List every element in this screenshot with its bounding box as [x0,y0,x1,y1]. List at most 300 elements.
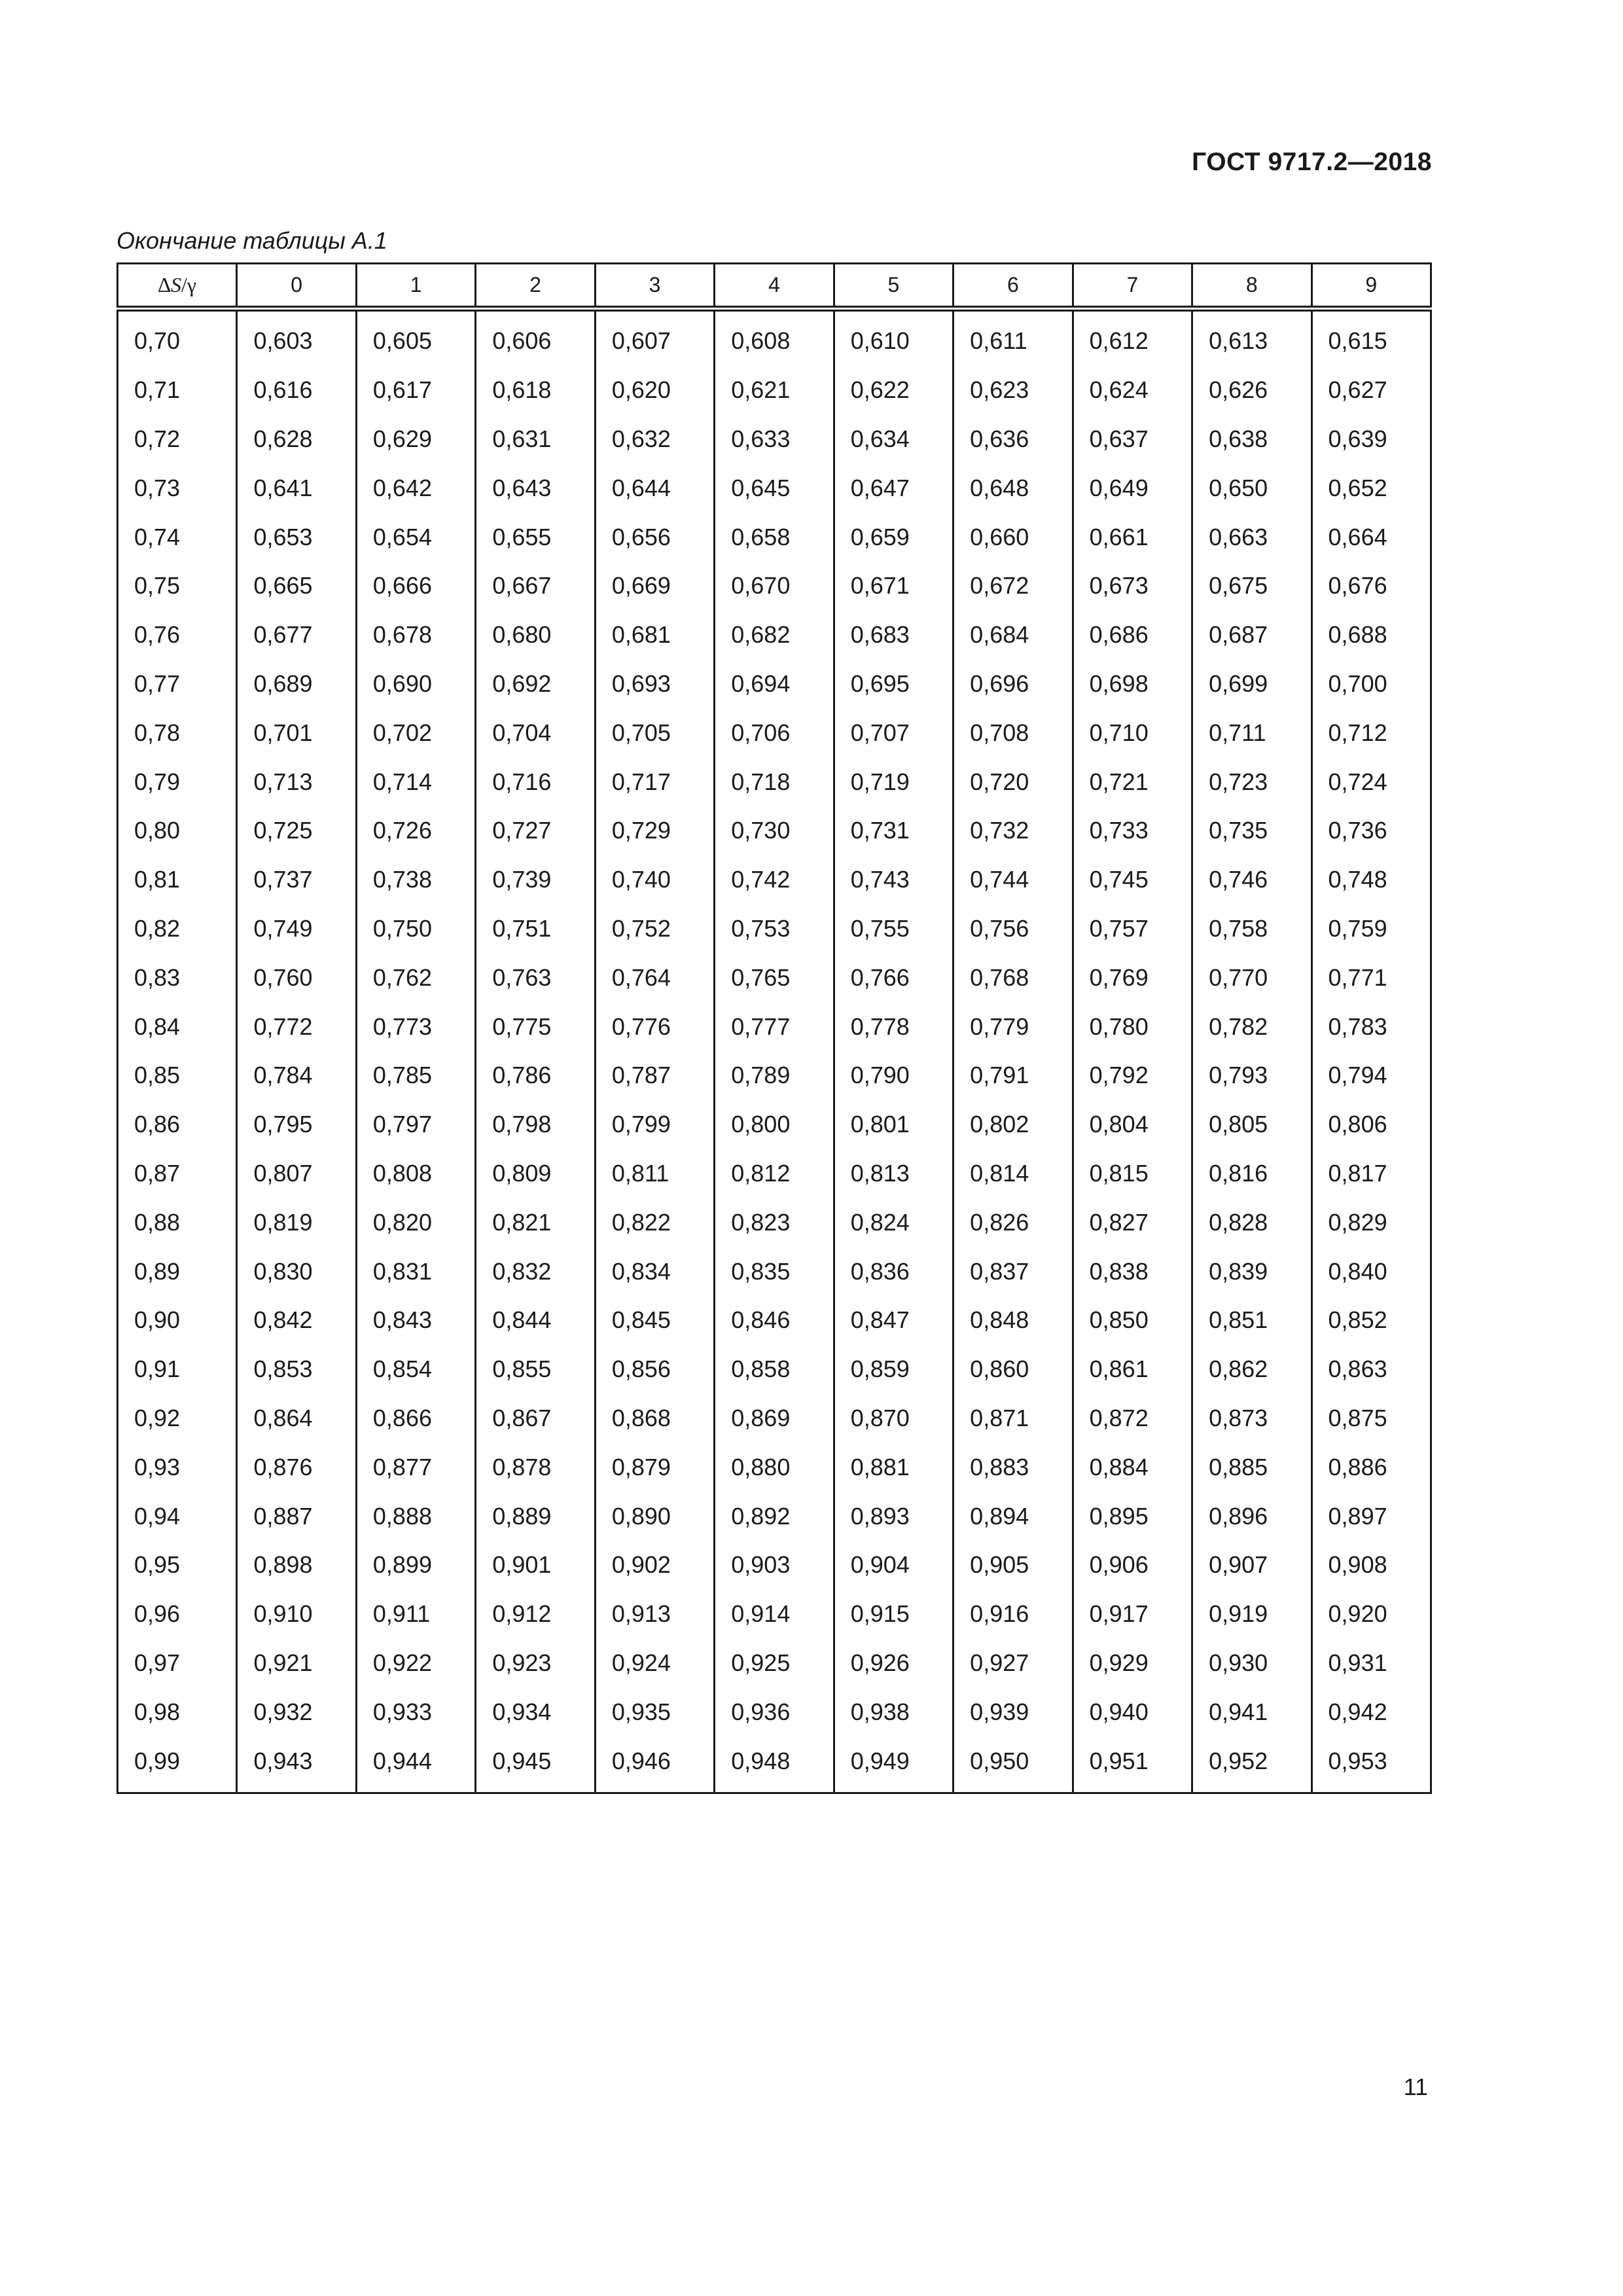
table-cell: 0,906 [1073,1541,1192,1590]
table-cell: 0,689 [237,660,356,709]
table-cell: 0,819 [237,1198,356,1247]
table-cell: 0,718 [715,757,834,806]
table-cell: 0,725 [237,806,356,855]
table-cell: 0,842 [237,1296,356,1345]
table-cell: 0,607 [595,309,714,366]
row-label-cell: 0,74 [118,512,237,562]
table-cell: 0,772 [237,1002,356,1051]
table-cell: 0,843 [356,1296,475,1345]
table-cell: 0,720 [954,757,1073,806]
table-cell: 0,705 [595,708,714,757]
table-cell: 0,771 [1311,953,1431,1002]
table-cell: 0,729 [595,806,714,855]
table-cell: 0,616 [237,366,356,415]
table-cell: 0,923 [476,1639,595,1688]
table-cell: 0,943 [237,1736,356,1793]
column-header: 5 [834,264,953,309]
table-cell: 0,896 [1192,1492,1311,1541]
table-row [118,1736,1431,1793]
table-row [118,562,1431,611]
table-cell: 0,606 [476,309,595,366]
table-cell: 0,610 [834,309,953,366]
table-cell: 0,868 [595,1394,714,1443]
table-cell: 0,835 [715,1247,834,1296]
table-cell: 0,948 [715,1736,834,1793]
table-cell: 0,694 [715,660,834,709]
table-row [118,1247,1431,1296]
table-cell: 0,917 [1073,1590,1192,1639]
table-cell: 0,641 [237,463,356,512]
table-cell: 0,862 [1192,1345,1311,1394]
table-cell: 0,740 [595,855,714,905]
table-cell: 0,677 [237,611,356,660]
row-label-cell: 0,94 [118,1492,237,1541]
row-label-cell: 0,72 [118,415,237,464]
table-cell: 0,866 [356,1394,475,1443]
table-cell: 0,698 [1073,660,1192,709]
table-cell: 0,817 [1311,1149,1431,1198]
table-cell: 0,894 [954,1492,1073,1541]
table-cell: 0,723 [1192,757,1311,806]
table-row [118,463,1431,512]
table-cell: 0,748 [1311,855,1431,905]
table-cell: 0,903 [715,1541,834,1590]
row-label-cell: 0,83 [118,953,237,1002]
table-cell: 0,864 [237,1394,356,1443]
table-cell: 0,930 [1192,1639,1311,1688]
table-header [118,264,1431,309]
table-cell: 0,777 [715,1002,834,1051]
table-cell: 0,872 [1073,1394,1192,1443]
table-cell: 0,799 [595,1100,714,1149]
table-cell: 0,690 [356,660,475,709]
table-row [118,1002,1431,1051]
table-cell: 0,936 [715,1687,834,1736]
column-header: 9 [1311,264,1431,309]
table-cell: 0,701 [237,708,356,757]
column-header: 7 [1073,264,1192,309]
table-cell: 0,852 [1311,1296,1431,1345]
table-cell: 0,605 [356,309,475,366]
table-cell: 0,884 [1073,1443,1192,1492]
table-cell: 0,676 [1311,562,1431,611]
table-cell: 0,658 [715,512,834,562]
table-cell: 0,847 [834,1296,953,1345]
table-cell: 0,742 [715,855,834,905]
table-cell: 0,789 [715,1051,834,1100]
table-cell: 0,814 [954,1149,1073,1198]
table-cell: 0,783 [1311,1002,1431,1051]
table-cell: 0,886 [1311,1443,1431,1492]
table-cell: 0,902 [595,1541,714,1590]
table-cell: 0,879 [595,1443,714,1492]
table-cell: 0,706 [715,708,834,757]
row-label-cell: 0,81 [118,855,237,905]
table-cell: 0,785 [356,1051,475,1100]
table-cell: 0,617 [356,366,475,415]
table-cell: 0,878 [476,1443,595,1492]
table-cell: 0,931 [1311,1639,1431,1688]
row-label-cell: 0,96 [118,1590,237,1639]
table-cell: 0,855 [476,1345,595,1394]
table-cell: 0,653 [237,512,356,562]
table-row [118,366,1431,415]
table-cell: 0,927 [954,1639,1073,1688]
table-cell: 0,744 [954,855,1073,905]
table-cell: 0,656 [595,512,714,562]
table-cell: 0,738 [356,855,475,905]
table-row [118,1100,1431,1149]
table-cell: 0,680 [476,611,595,660]
table-cell: 0,910 [237,1590,356,1639]
table-cell: 0,869 [715,1394,834,1443]
table-cell: 0,915 [834,1590,953,1639]
table-cell: 0,624 [1073,366,1192,415]
table-body [118,309,1431,1793]
delta-symbol: ∆ [158,273,171,296]
table-cell: 0,681 [595,611,714,660]
table-cell: 0,633 [715,415,834,464]
table-cell: 0,647 [834,463,953,512]
table-row [118,1590,1431,1639]
table-cell: 0,623 [954,366,1073,415]
row-label-cell: 0,84 [118,1002,237,1051]
table-cell: 0,632 [595,415,714,464]
table-cell: 0,776 [595,1002,714,1051]
table-cell: 0,634 [834,415,953,464]
table-cell: 0,946 [595,1736,714,1793]
table-cell: 0,846 [715,1296,834,1345]
table-cell: 0,627 [1311,366,1431,415]
table-cell: 0,612 [1073,309,1192,366]
table-cell: 0,938 [834,1687,953,1736]
table-cell: 0,769 [1073,953,1192,1002]
row-label-cell: 0,90 [118,1296,237,1345]
table-cell: 0,613 [1192,309,1311,366]
table-cell: 0,858 [715,1345,834,1394]
table-row [118,757,1431,806]
column-header: 4 [715,264,834,309]
corner-header-cell [118,264,237,309]
table-cell: 0,834 [595,1247,714,1296]
table-cell: 0,696 [954,660,1073,709]
table-cell: 0,916 [954,1590,1073,1639]
table-cell: 0,752 [595,905,714,954]
table-cell: 0,636 [954,415,1073,464]
table-row [118,1394,1431,1443]
table-cell: 0,684 [954,611,1073,660]
table-row [118,415,1431,464]
table-cell: 0,667 [476,562,595,611]
table-cell: 0,922 [356,1639,475,1688]
table-cell: 0,952 [1192,1736,1311,1793]
table-cell: 0,759 [1311,905,1431,954]
table-cell: 0,757 [1073,905,1192,954]
row-label-cell: 0,71 [118,366,237,415]
table-cell: 0,893 [834,1492,953,1541]
table-cell: 0,762 [356,953,475,1002]
table-cell: 0,867 [476,1394,595,1443]
table-cell: 0,695 [834,660,953,709]
table-cell: 0,880 [715,1443,834,1492]
table-cell: 0,890 [595,1492,714,1541]
table-cell: 0,840 [1311,1247,1431,1296]
table-row [118,1296,1431,1345]
table-cell: 0,911 [356,1590,475,1639]
header-row [118,264,1431,309]
table-cell: 0,687 [1192,611,1311,660]
table-cell: 0,892 [715,1492,834,1541]
table-cell: 0,933 [356,1687,475,1736]
table-cell: 0,800 [715,1100,834,1149]
table-cell: 0,666 [356,562,475,611]
table-cell: 0,637 [1073,415,1192,464]
table-cell: 0,914 [715,1590,834,1639]
table-cell: 0,746 [1192,855,1311,905]
table-cell: 0,798 [476,1100,595,1149]
table-cell: 0,945 [476,1736,595,1793]
table-cell: 0,793 [1192,1051,1311,1100]
table-cell: 0,661 [1073,512,1192,562]
table-row [118,953,1431,1002]
table-cell: 0,611 [954,309,1073,366]
table-cell: 0,702 [356,708,475,757]
table-cell: 0,861 [1073,1345,1192,1394]
table-cell: 0,756 [954,905,1073,954]
table-cell: 0,626 [1192,366,1311,415]
table-cell: 0,934 [476,1687,595,1736]
table-cell: 0,831 [356,1247,475,1296]
table-row [118,708,1431,757]
table-cell: 0,854 [356,1345,475,1394]
table-cell: 0,787 [595,1051,714,1100]
table-cell: 0,749 [237,905,356,954]
table-cell: 0,873 [1192,1394,1311,1443]
table-cell: 0,753 [715,905,834,954]
table-cell: 0,618 [476,366,595,415]
table-cell: 0,811 [595,1149,714,1198]
table-caption: Окончание таблицы А.1 [116,227,387,254]
table-cell: 0,629 [356,415,475,464]
table-cell: 0,812 [715,1149,834,1198]
table-cell: 0,828 [1192,1198,1311,1247]
column-header: 2 [476,264,595,309]
table-cell: 0,621 [715,366,834,415]
table-cell: 0,683 [834,611,953,660]
table-row [118,1443,1431,1492]
column-header: 6 [954,264,1073,309]
table-cell: 0,622 [834,366,953,415]
table-cell: 0,951 [1073,1736,1192,1793]
table-cell: 0,737 [237,855,356,905]
table-cell: 0,682 [715,611,834,660]
table-cell: 0,660 [954,512,1073,562]
table-cell: 0,766 [834,953,953,1002]
table-cell: 0,913 [595,1590,714,1639]
table-cell: 0,649 [1073,463,1192,512]
table-cell: 0,628 [237,415,356,464]
table-cell: 0,844 [476,1296,595,1345]
table-cell: 0,899 [356,1541,475,1590]
table-cell: 0,775 [476,1002,595,1051]
table-row [118,1687,1431,1736]
table-cell: 0,731 [834,806,953,855]
table-cell: 0,850 [1073,1296,1192,1345]
variable-s: S [171,273,181,296]
table-row [118,855,1431,905]
table-cell: 0,822 [595,1198,714,1247]
table-cell: 0,871 [954,1394,1073,1443]
table-row [118,512,1431,562]
table-row [118,309,1431,366]
table-row [118,1051,1431,1100]
table-cell: 0,826 [954,1198,1073,1247]
table-cell: 0,863 [1311,1345,1431,1394]
table-cell: 0,736 [1311,806,1431,855]
table-cell: 0,821 [476,1198,595,1247]
table-cell: 0,904 [834,1541,953,1590]
column-header: 1 [356,264,475,309]
table-cell: 0,782 [1192,1002,1311,1051]
table-cell: 0,908 [1311,1541,1431,1590]
row-label-cell: 0,77 [118,660,237,709]
table-cell: 0,717 [595,757,714,806]
table-cell: 0,797 [356,1100,475,1149]
table-cell: 0,919 [1192,1590,1311,1639]
table-row [118,1345,1431,1394]
table-cell: 0,711 [1192,708,1311,757]
table-cell: 0,925 [715,1639,834,1688]
gamma-symbol: γ [187,273,197,296]
table-row [118,1541,1431,1590]
table-cell: 0,815 [1073,1149,1192,1198]
table-cell: 0,763 [476,953,595,1002]
table-cell: 0,716 [476,757,595,806]
table-cell: 0,631 [476,415,595,464]
table-cell: 0,926 [834,1639,953,1688]
table-cell: 0,670 [715,562,834,611]
table-cell: 0,639 [1311,415,1431,464]
row-label-cell: 0,76 [118,611,237,660]
table-cell: 0,795 [237,1100,356,1149]
table-cell: 0,838 [1073,1247,1192,1296]
row-label-cell: 0,82 [118,905,237,954]
table-cell: 0,712 [1311,708,1431,757]
table-cell: 0,932 [237,1687,356,1736]
table-cell: 0,941 [1192,1687,1311,1736]
table-row [118,1639,1431,1688]
table-cell: 0,650 [1192,463,1311,512]
table-row [118,660,1431,709]
table-cell: 0,659 [834,512,953,562]
table-cell: 0,773 [356,1002,475,1051]
table-cell: 0,887 [237,1492,356,1541]
table-cell: 0,824 [834,1198,953,1247]
table-cell: 0,673 [1073,562,1192,611]
data-table [116,262,1432,1794]
table-cell: 0,719 [834,757,953,806]
table-cell: 0,726 [356,806,475,855]
table-cell: 0,801 [834,1100,953,1149]
table-cell: 0,745 [1073,855,1192,905]
document-code: ГОСТ 9717.2—2018 [1192,148,1432,176]
table-cell: 0,692 [476,660,595,709]
row-label-cell: 0,85 [118,1051,237,1100]
table-cell: 0,848 [954,1296,1073,1345]
table-cell: 0,644 [595,463,714,512]
table-cell: 0,823 [715,1198,834,1247]
table-cell: 0,851 [1192,1296,1311,1345]
column-header: 0 [237,264,356,309]
table-cell: 0,678 [356,611,475,660]
table-row [118,905,1431,954]
table-cell: 0,889 [476,1492,595,1541]
table-cell: 0,707 [834,708,953,757]
table-cell: 0,608 [715,309,834,366]
row-label-cell: 0,91 [118,1345,237,1394]
row-label-cell: 0,93 [118,1443,237,1492]
table-cell: 0,940 [1073,1687,1192,1736]
row-label-cell: 0,78 [118,708,237,757]
table-cell: 0,949 [834,1736,953,1793]
table-cell: 0,921 [237,1639,356,1688]
table-cell: 0,901 [476,1541,595,1590]
table-cell: 0,870 [834,1394,953,1443]
row-label-cell: 0,95 [118,1541,237,1590]
table-cell: 0,615 [1311,309,1431,366]
table-cell: 0,813 [834,1149,953,1198]
table-cell: 0,750 [356,905,475,954]
table-cell: 0,732 [954,806,1073,855]
table-cell: 0,942 [1311,1687,1431,1736]
table-cell: 0,699 [1192,660,1311,709]
table-cell: 0,672 [954,562,1073,611]
row-label-cell: 0,70 [118,309,237,366]
row-label-cell: 0,88 [118,1198,237,1247]
table-cell: 0,808 [356,1149,475,1198]
table-cell: 0,907 [1192,1541,1311,1590]
table-cell: 0,768 [954,953,1073,1002]
table-cell: 0,853 [237,1345,356,1394]
table-cell: 0,809 [476,1149,595,1198]
column-header: 3 [595,264,714,309]
table-row [118,611,1431,660]
table-cell: 0,721 [1073,757,1192,806]
table-cell: 0,888 [356,1492,475,1541]
table-cell: 0,786 [476,1051,595,1100]
table-cell: 0,805 [1192,1100,1311,1149]
table-cell: 0,765 [715,953,834,1002]
table-cell: 0,883 [954,1443,1073,1492]
table-cell: 0,924 [595,1639,714,1688]
table-cell: 0,686 [1073,611,1192,660]
table-cell: 0,760 [237,953,356,1002]
table-cell: 0,655 [476,512,595,562]
table-cell: 0,743 [834,855,953,905]
table-cell: 0,642 [356,463,475,512]
table-cell: 0,860 [954,1345,1073,1394]
table-cell: 0,912 [476,1590,595,1639]
table-cell: 0,905 [954,1541,1073,1590]
table-cell: 0,764 [595,953,714,1002]
table-cell: 0,710 [1073,708,1192,757]
table-cell: 0,643 [476,463,595,512]
row-label-cell: 0,80 [118,806,237,855]
table-cell: 0,779 [954,1002,1073,1051]
table-cell: 0,929 [1073,1639,1192,1688]
table-cell: 0,708 [954,708,1073,757]
table-cell: 0,859 [834,1345,953,1394]
